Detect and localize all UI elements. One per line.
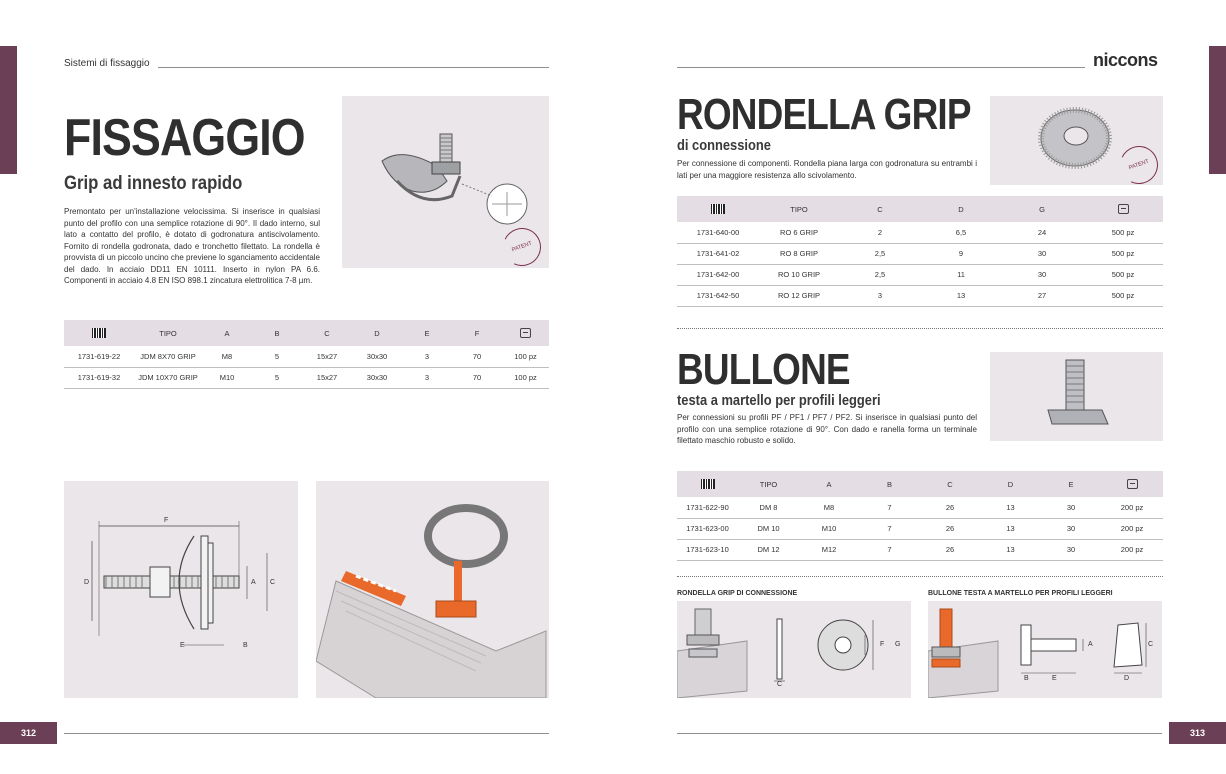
cell: 70: [452, 367, 502, 388]
col-header: E: [402, 320, 452, 346]
cell: RO 10 GRIP: [759, 264, 839, 285]
dim-label-e: E: [1052, 675, 1057, 682]
description-rondella: Per connessione di componenti. Rondella piana larga con godronatura su entrambi i lati per una maggiore resistenza allo scivolamento.: [677, 159, 977, 180]
title-rondella: RONDELLA GRIP: [677, 90, 971, 139]
bullone-assembly-drawing: [928, 601, 1162, 698]
header-rule-left: [158, 67, 549, 68]
cell: 30x30: [352, 346, 402, 367]
cell: 13: [980, 497, 1041, 518]
cell: 15x27: [302, 346, 352, 367]
box-icon: [520, 328, 531, 338]
hammer-bolt-illustration: [990, 352, 1163, 441]
cell: 7: [859, 539, 920, 560]
cell: 9: [921, 243, 1001, 264]
caption-bullone: BULLONE TESTA A MARTELLO PER PROFILI LEGGERI: [928, 590, 1113, 597]
cell: 30: [1041, 497, 1101, 518]
col-header: TIPO: [759, 196, 839, 222]
brand-logo: niccons: [1093, 50, 1158, 70]
cell: 30: [1001, 243, 1083, 264]
cell: 30: [1001, 264, 1083, 285]
cell: 24: [1001, 222, 1083, 243]
dim-label-d: D: [1124, 675, 1130, 682]
dim-label-c: C: [777, 681, 783, 688]
technical-drawing-fissaggio: [64, 481, 298, 698]
table-row: [677, 222, 1163, 243]
cell: M12: [799, 539, 859, 560]
cell: 1731-640-00: [677, 222, 759, 243]
col-header: E: [1041, 471, 1101, 497]
table-row: [677, 285, 1163, 306]
cell: 2: [839, 222, 921, 243]
cell: 7: [859, 518, 920, 539]
col-header: A: [202, 320, 252, 346]
dim-label-g: G: [895, 641, 901, 648]
cell: 500 pz: [1083, 285, 1163, 306]
dim-label-a: A: [251, 579, 256, 586]
page-number-right: 313: [1169, 722, 1226, 744]
description-bullone: Per connessioni su profili PF / PF1 / PF7 / PF2. Si inserisce in qualsiasi punto del profilo con una semplice rotazione di 90°. Con dado e ranella forma un terminale filettato maschio robusto e solido.: [677, 413, 977, 445]
col-header: D: [980, 471, 1041, 497]
cell: 30: [1041, 518, 1101, 539]
cell: 1731-623-10: [677, 539, 738, 560]
drawing-bullone: [928, 601, 1162, 698]
cell: 500 pz: [1083, 264, 1163, 285]
dim-label-d: D: [84, 579, 90, 586]
cell: 1731-642-50: [677, 285, 759, 306]
section-divider-1: [677, 328, 1163, 329]
header-rule-right: [677, 67, 1085, 68]
dimension-drawing: [64, 481, 298, 698]
col-header: F: [452, 320, 502, 346]
drawing-rondella: [677, 601, 911, 698]
cell: 3: [839, 285, 921, 306]
cell: 1731-623-00: [677, 518, 738, 539]
cell: 1731-622-90: [677, 497, 738, 518]
table-row: [677, 243, 1163, 264]
cell: 3: [402, 367, 452, 388]
product-image-bullone: [990, 352, 1163, 441]
table-rondella: [677, 196, 1163, 307]
dim-label-c: C: [270, 579, 276, 586]
footer-rule-right: [677, 733, 1162, 734]
col-header: D: [352, 320, 402, 346]
cell: DM 12: [738, 539, 799, 560]
box-column-header: [1101, 471, 1163, 497]
cell: 200 pz: [1101, 518, 1163, 539]
cell: 26: [920, 518, 980, 539]
cell: 500 pz: [1083, 222, 1163, 243]
footer-rule-left: [64, 733, 549, 734]
dim-label-f: F: [164, 517, 169, 524]
description-fissaggio: Premontato per un'installazione velocissima. Si inserisce in qualsiasi punto del profilo con una semplice rotazione di 90°. Il dado interno, sul lato a contatto del profilo, è dotato di godronatura antiscivolamento. Fornito di rondella godronata, dado e tronchetto filettato. La rondella è provvista di un piccolo uncino che previene lo sganciamento accidentale del dado. In acciaio DD11 EN 10111. Inserto in nylon PA 6.6. Componenti in acciaio 4.8 EN ISO 898.1 zincatura elettrolitica 7-8 µm.: [64, 207, 320, 285]
col-header: A: [799, 471, 859, 497]
barcode-icon: [92, 328, 106, 338]
cell: 26: [920, 497, 980, 518]
cell: 2,5: [839, 264, 921, 285]
cell: 6,5: [921, 222, 1001, 243]
cell: M10: [202, 367, 252, 388]
cell: 15x27: [302, 367, 352, 388]
cell: 5: [252, 367, 302, 388]
cell: 30x30: [352, 367, 402, 388]
dim-label-c: C: [1148, 641, 1154, 648]
page-title-fissaggio: FISSAGGIO: [64, 109, 305, 167]
table-row: [677, 497, 1163, 518]
installation-image-fissaggio: [316, 481, 549, 698]
cell: DM 10: [738, 518, 799, 539]
col-header: C: [839, 196, 921, 222]
col-header: G: [1001, 196, 1083, 222]
cell: 70: [452, 346, 502, 367]
table-fissaggio: [64, 320, 549, 389]
col-header: B: [252, 320, 302, 346]
table-row: [677, 539, 1163, 560]
patent-stamp-right: PATENT: [1115, 141, 1164, 190]
cell: DM 8: [738, 497, 799, 518]
box-column-header: [502, 320, 549, 346]
barcode-column-header: [677, 471, 738, 497]
dim-label-f: F: [880, 641, 885, 648]
cell: 5: [252, 346, 302, 367]
cell: 13: [921, 285, 1001, 306]
cell: M8: [202, 346, 252, 367]
section-label: Sistemi di fissaggio: [64, 58, 150, 69]
subtitle-grip: Grip ad innesto rapido: [64, 173, 243, 194]
cell: 13: [980, 539, 1041, 560]
patent-stamp-left: PATENT: [498, 223, 547, 272]
table-header-row: [677, 196, 1163, 222]
table-header-row: [677, 471, 1163, 497]
box-icon: [1118, 204, 1129, 214]
barcode-column-header: [677, 196, 759, 222]
cell: 11: [921, 264, 1001, 285]
rondella-assembly-drawing: [677, 601, 911, 698]
section-divider-2: [677, 576, 1163, 577]
table-row: [64, 346, 549, 367]
cell: 100 pz: [502, 367, 549, 388]
col-header: C: [302, 320, 352, 346]
cell: 500 pz: [1083, 243, 1163, 264]
cell: RO 8 GRIP: [759, 243, 839, 264]
page-number-left: 312: [0, 722, 57, 744]
cell: 1731-619-22: [64, 346, 134, 367]
cell: 3: [402, 346, 452, 367]
cell: 200 pz: [1101, 539, 1163, 560]
dim-label-b: B: [1024, 675, 1029, 682]
table-row: [677, 264, 1163, 285]
box-icon: [1127, 479, 1138, 489]
installation-illustration: [316, 481, 549, 698]
box-column-header: [1083, 196, 1163, 222]
cell: 2,5: [839, 243, 921, 264]
table-row: [677, 518, 1163, 539]
dim-label-b: B: [243, 642, 248, 649]
col-header: TIPO: [738, 471, 799, 497]
subtitle-bullone: testa a martello per profili leggeri: [677, 392, 881, 409]
cell: 7: [859, 497, 920, 518]
cell: RO 6 GRIP: [759, 222, 839, 243]
subtitle-rondella: di connessione: [677, 137, 771, 154]
col-header: D: [921, 196, 1001, 222]
cell: JDM 8X70 GRIP: [134, 346, 202, 367]
cell: 1731-642-00: [677, 264, 759, 285]
table-bullone: [677, 471, 1163, 561]
col-header: TIPO: [134, 320, 202, 346]
right-accent-bar: [1209, 46, 1226, 174]
cell: RO 12 GRIP: [759, 285, 839, 306]
cell: M8: [799, 497, 859, 518]
cell: 13: [980, 518, 1041, 539]
cell: 100 pz: [502, 346, 549, 367]
barcode-icon: [701, 479, 715, 489]
cell: 27: [1001, 285, 1083, 306]
cell: 1731-641-02: [677, 243, 759, 264]
table-row: [64, 367, 549, 388]
cell: 1731-619-32: [64, 367, 134, 388]
cell: 26: [920, 539, 980, 560]
cell: JDM 10X70 GRIP: [134, 367, 202, 388]
cell: 200 pz: [1101, 497, 1163, 518]
cell: M10: [799, 518, 859, 539]
dim-label-a: A: [1088, 641, 1093, 648]
barcode-icon: [711, 204, 725, 214]
col-header: C: [920, 471, 980, 497]
title-bullone: BULLONE: [677, 345, 850, 394]
caption-rondella: RONDELLA GRIP DI CONNESSIONE: [677, 590, 798, 597]
left-accent-bar: [0, 46, 17, 174]
barcode-column-header: [64, 320, 134, 346]
cell: 30: [1041, 539, 1101, 560]
col-header: B: [859, 471, 920, 497]
dim-label-e: E: [180, 642, 185, 649]
table-header-row: [64, 320, 549, 346]
